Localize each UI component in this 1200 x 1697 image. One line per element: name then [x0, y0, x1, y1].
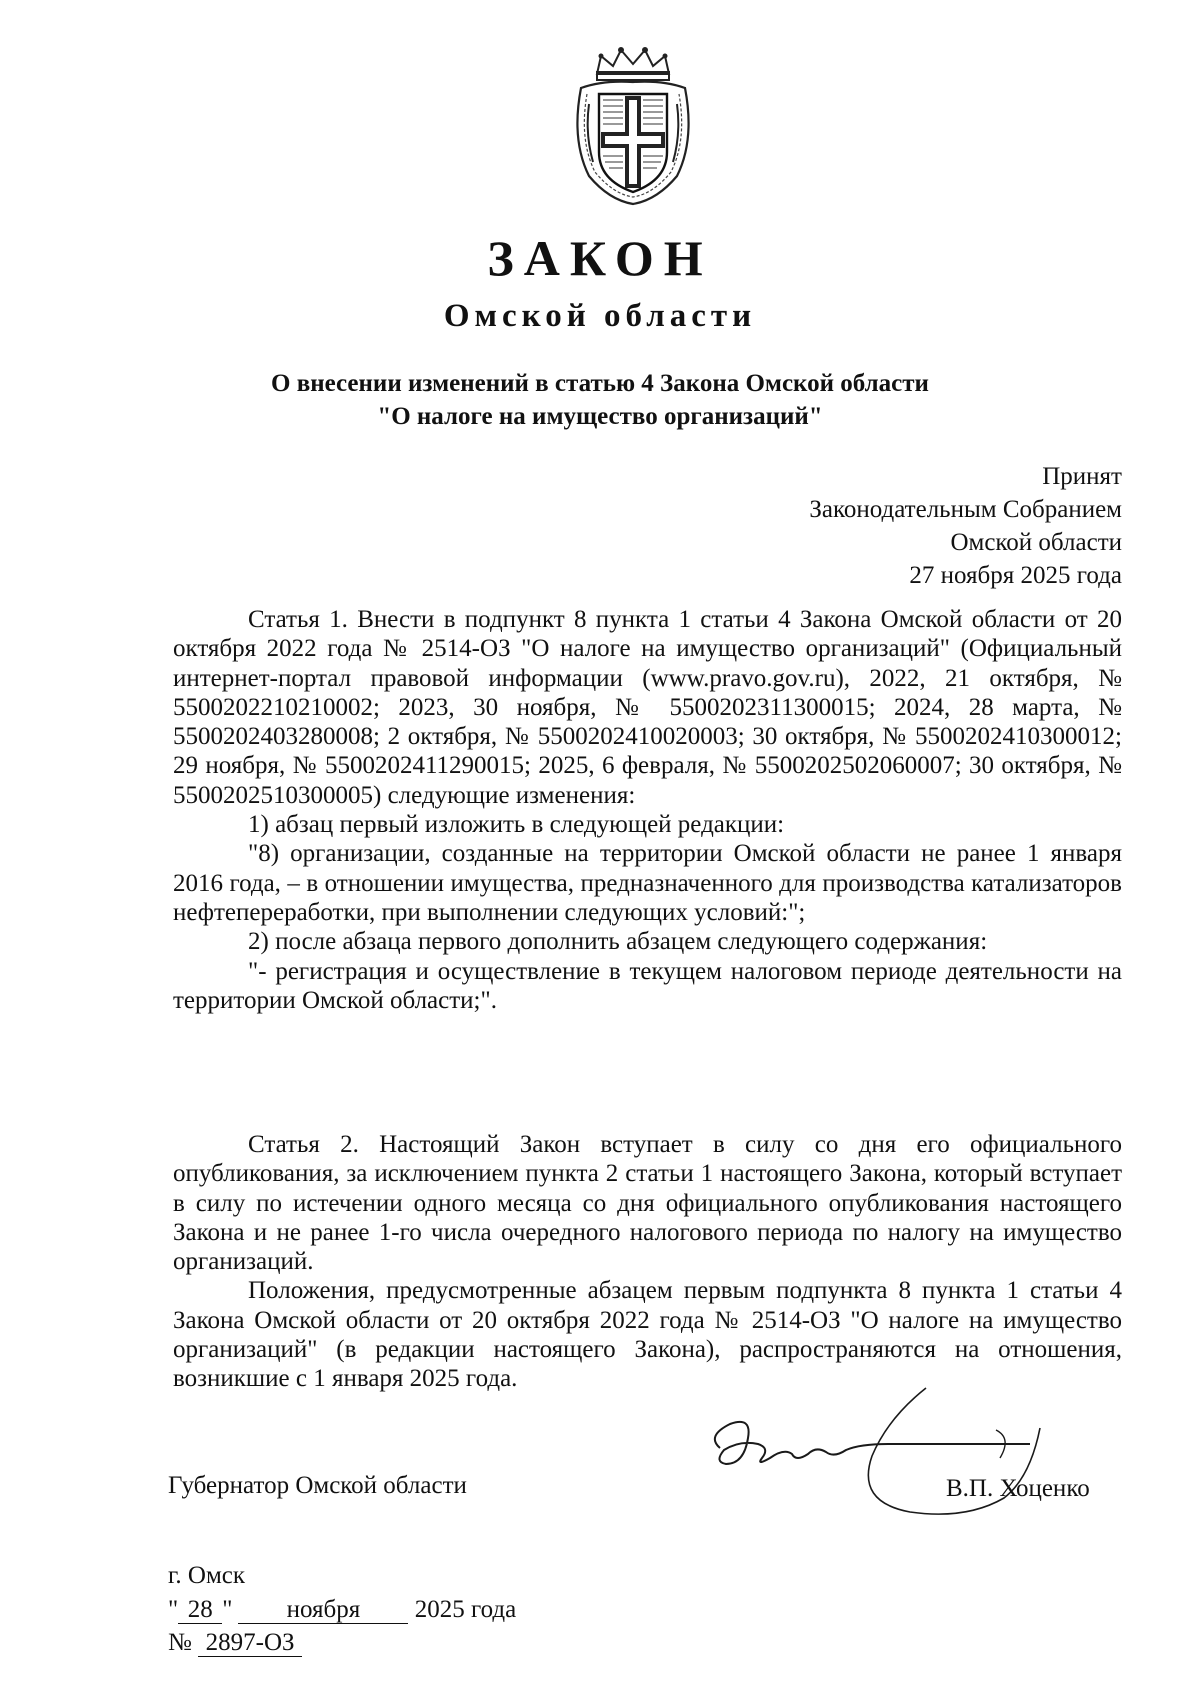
date-year: 2025 года [414, 1596, 517, 1623]
law-number [168, 1627, 302, 1659]
document-title: ЗАКОН [487, 230, 713, 286]
article-paragraph: 2) после абзаца первого дополнить абзацем следующего содержания: [248, 928, 988, 956]
date-quote: " [168, 1596, 179, 1623]
adoption-date: 27 ноября 2025 года [909, 562, 1122, 589]
law-number-value: 2897-ОЗ [198, 1630, 302, 1657]
signing-date [168, 1594, 516, 1626]
adoption-line: Принят [1042, 463, 1122, 490]
law-heading [0, 367, 1200, 433]
law-heading-line: О внесении изменений в статью 4 Закона Омской области [271, 370, 929, 397]
adoption-block [809, 460, 1122, 592]
document-subtitle: Омской области [443, 298, 757, 334]
article-paragraph: "- регистрация и осуществление в текущем налоговом периоде деятельности на территории Омской области;". [173, 957, 1122, 1014]
number-sign: № [168, 1629, 192, 1656]
omsk-oblast-coat-of-arms-icon [567, 44, 699, 206]
governor-name: В.П. Хоценко [946, 1475, 1090, 1502]
article-1 [173, 605, 1122, 1015]
article-paragraph: "8) организации, созданные на территории Омской области не ранее 1 января 2016 года, – в отношении имущества, предназначенного для производства катализаторов нефтепереработки, при выполнении следующих условий:"; [173, 840, 1122, 926]
date-month: ноября [238, 1597, 408, 1624]
article-paragraph: Положения, предусмотренные абзацем первым подпункта 8 пункта 1 статьи 4 Закона Омской области от 20 октября 2022 года № 2514-ОЗ "О налоге на имущество организаций" (в редакции настоящего Закона), распространяются на отношения, возникшие с 1 января 2025 года. [173, 1277, 1122, 1393]
signing-place: г. Омск [168, 1562, 246, 1589]
governor-title: Губернатор Омской области [168, 1472, 467, 1499]
date-quote: " [222, 1596, 233, 1623]
law-heading-line: "О налоге на имущество организаций" [377, 403, 823, 430]
article-paragraph: Статья 2. Настоящий Закон вступает в силу со дня его официального опубликования, за исключением пункта 2 статьи 1 настоящего Закона, который вступает в силу по истечении одного месяца со дня официального опубликования настоящего Закона и не ранее 1-го числа очередного налогового периода по налогу на имущество организаций. [173, 1131, 1122, 1276]
article-2 [173, 1130, 1122, 1394]
adoption-line: Законодательным Собранием [809, 496, 1122, 523]
handwritten-signature [700, 1378, 1060, 1538]
adoption-line: Омской области [950, 529, 1122, 556]
article-paragraph: 1) абзац первый изложить в следующей редакции: [248, 811, 785, 839]
article-paragraph: Статья 1. Внести в подпункт 8 пункта 1 статьи 4 Закона Омской области от 20 октября 2022 года № 2514-ОЗ "О налоге на имущество организаций" (Официальный интернет-портал правовой информации (www.pravo.gov.ru), 2022, 21 октября, № 5500202210210002; 2023, 30 ноября, № 5500202311300015; 2024, 28 марта, № 5500202403280008; 2 октября, № 5500202410020003; 30 октября, № 5500202410300012; 29 ноября, № 5500202411290015; 2025, 6 февраля, № 5500202502060007; 30 октября, № 5500202510300005) следующие изменения: [173, 606, 1122, 809]
date-day: 28 [178, 1597, 222, 1624]
